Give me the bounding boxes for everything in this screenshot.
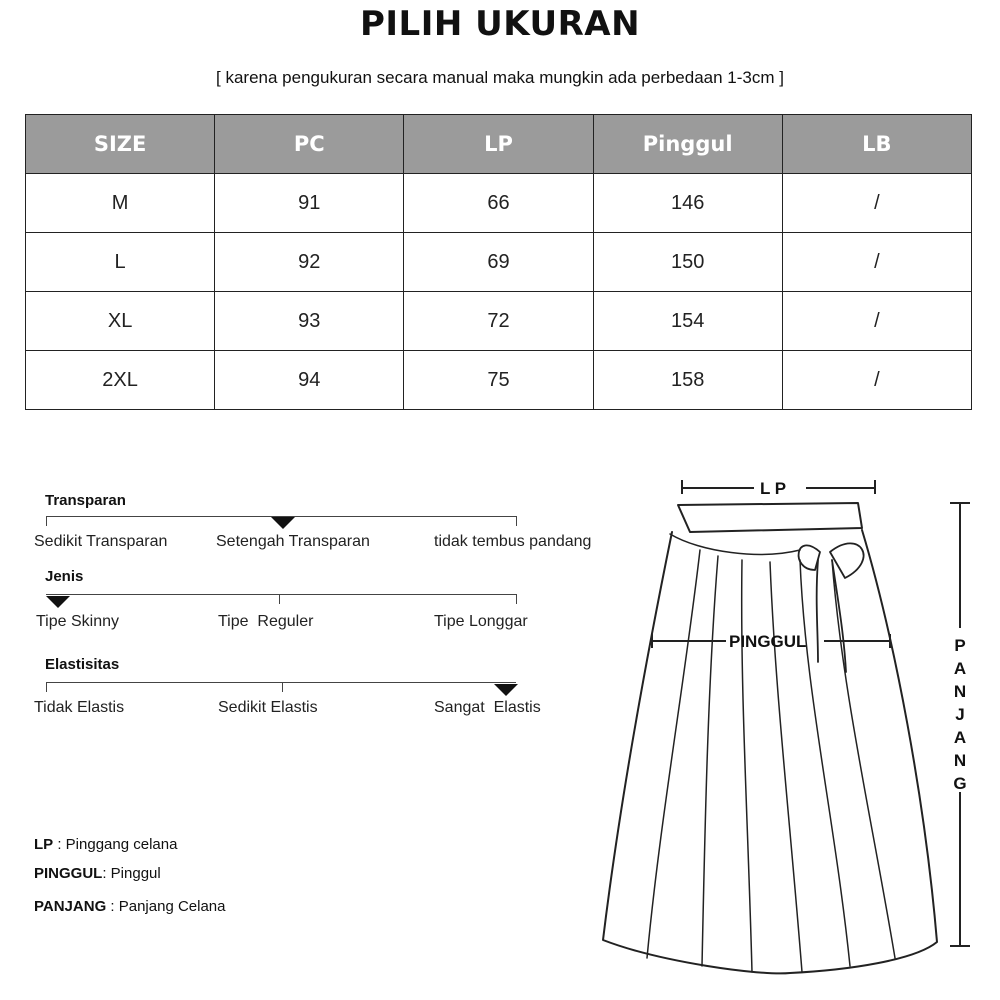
table-cell: / [782,233,971,292]
table-cell: 91 [215,174,404,233]
panjang-letter: A [953,659,967,678]
scale-label: Tipe Skinny [36,613,119,630]
panjang-letter: J [955,705,965,724]
skirt-bow-tie [817,560,818,662]
scale-label: tidak tembus pandang [434,533,592,550]
scale-label: Sedikit Elastis [218,699,318,716]
legend-term: PANJANG [34,898,107,915]
scale-label: Setengah Transparan [216,533,370,550]
table-cell: 158 [593,351,782,410]
table-cell: 93 [215,292,404,351]
table-cell: 72 [404,292,593,351]
column-header-size: SIZE [26,115,215,174]
panjang-letter: G [953,774,967,793]
scale-label: Tipe Longgar [434,613,528,630]
legend-desc: : Pinggang celana [53,836,178,853]
panjang-letter: N [953,751,967,770]
table-cell: / [782,292,971,351]
scale-title: Jenis [45,568,84,585]
scale-label: Tipe Reguler [218,613,314,630]
table-cell: 146 [593,174,782,233]
skirt-band-curve [670,534,800,554]
table-cell: M [26,174,215,233]
table-cell: 66 [404,174,593,233]
pinggul-label: PINGGUL [729,632,807,651]
column-header-lp: LP [404,115,593,174]
page-title: PILIH UKURAN [359,4,641,44]
table-cell: / [782,174,971,233]
table-cell: 154 [593,292,782,351]
scale-label: Tidak Elastis [34,699,125,716]
table-cell: 69 [404,233,593,292]
legend-term: PINGGUL [34,865,103,882]
panjang-letter: P [954,636,966,655]
table-cell: 75 [404,351,593,410]
panjang-letter: A [953,728,967,747]
table-cell: 94 [215,351,404,410]
lp-label: L P [760,479,787,498]
table-cell: XL [26,292,215,351]
table-cell: 2XL [26,351,215,410]
skirt-pleat [770,562,802,972]
panjang-letter: N [953,682,967,701]
measurement-note: [ karena pengukuran secara manual maka mungkin ada perbedaan 1-3cm ] [216,68,784,87]
skirt-pleat [800,560,850,966]
table-cell: 150 [593,233,782,292]
table-cell: L [26,233,215,292]
table-cell: 92 [215,233,404,292]
scale-title: Transparan [45,492,126,509]
column-header-pinggul: Pinggul [593,115,782,174]
legend-term: LP [34,836,54,853]
skirt-pleat [647,550,700,958]
scale-label: Sedikit Transparan [34,533,168,550]
skirt-bow-loop [830,543,864,578]
scale-title: Elastisitas [45,656,120,673]
skirt-pleat [702,556,718,966]
legend-desc: : Pinggul [102,865,161,882]
legend-desc: : Panjang Celana [106,898,226,915]
scale-label: Sangat Elastis [434,699,541,716]
skirt-pleat [742,560,752,972]
column-header-lb: LB [782,115,971,174]
table-cell: / [782,351,971,410]
skirt-waistband [678,503,862,532]
panjang-label [950,634,970,795]
column-header-pc: PC [215,115,404,174]
